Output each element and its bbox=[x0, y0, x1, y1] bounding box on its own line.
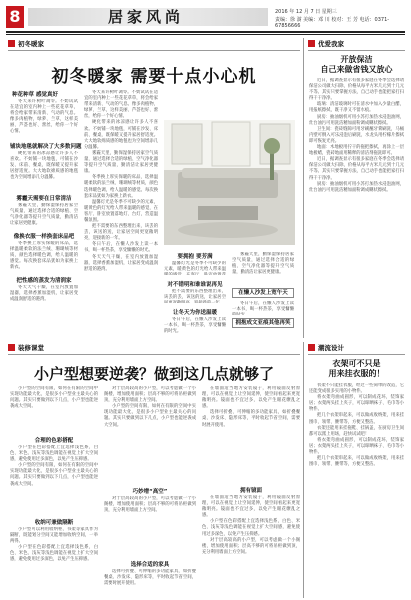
living-room-illustration bbox=[164, 110, 295, 245]
winter-headline: 初冬暖家 需要十点小心机 bbox=[51, 67, 257, 87]
article-text: 冬天来许树叶凋零。不妨试试在适宜的室内种上一些花花草草，将会给家带来清新、气动的气息。像多肉植物，绿萝、兰草，这样美丽、芦荟也好、蕾丝，给你一个好心情。 硬化带来的冰凉感让许多人不喜欢。不妨铺一块地毯，可铺在沙发、床前、餐桌，既保暖又提升家居舒适度。大大地软绵质感的地毯也为空间增添几分温馨。 雾霾天里，勤保湿保持居家空气质量，通过选择合适的绿植、空气净化器等提升空气质量，勤清洁让家居更健康。 冬季换上厚实保暖的床品，选择温暖柔软的法兰绒、珊瑚绒等材质，颜色选择暖色调，给人温暖的感觉。每次换套床品犹如为家换上新衣。 温馨灯光是冬季不可缺少的元素，暖黄色的灯光给人带来温暖的感觉，在客厅、卧室放置落地灯、台灯，营造温馨氛围。 把不需要的东西整理出来，该丢的丢，该送的送，让家居空间更宽敞明亮，迎接新的一年。 冬日午后，在懒人沙发上读一本书，喝一杯热茶，享受慵懒的时光。 冬天天气干燥，在室内放置加湿器，选择香薰加湿机，让家居变成温润舒适的港湾。 bbox=[84, 90, 158, 272]
grace-headline-line1: 开放保洁 bbox=[340, 54, 373, 64]
editor-credits: 责编：徐 澍 美编：邓 川 校对：王 芳 电话：0371-67856666 bbox=[275, 17, 390, 29]
subhead: 收纳可兼做隔断 bbox=[34, 520, 74, 526]
article-text: 冬日午后，在懒人沙发上读一本书，喝一杯热茶，享受慵懒的时光。 bbox=[164, 317, 226, 335]
article-text: 在墙面适当地方安装镜子，利用镜面反射原理，可以在视觉上让空间延伸，使空间看起来更宽敞明亮。镜面也不宜过多，以免产生眼花缭乱之感。 选择可折叠、可伸缩的多功能家具，如折叠餐桌、沙发床、隐形床等，平时收起节省空间，需要时展开使用。 bbox=[202, 386, 300, 428]
article-text: 雾霾天里，勤保湿保持居家空气质量，通过选择合适的绿植、空气净化器等提升空气质量，勤清洁让家居更健康。 bbox=[10, 203, 78, 227]
article-text: 小户型在色彩搭配上宜选择浅色系，白色、米色、浅灰等浅色调能在视觉上扩大空间感，避免使用过多深色，以免产生压抑感。 小户型的空间有限，如何在有限的空间中实现功能最大化，是很多小户型业主最关心的问题。其实只要做到以下几点，小户型也能逆袭成大空间。 bbox=[10, 445, 98, 487]
subhead: 拥抱成文亚痕其他再笑 bbox=[235, 320, 291, 326]
subhead: 合理的色彩搭配 bbox=[34, 438, 74, 444]
subhead: 选择合适的家具 bbox=[130, 562, 170, 568]
issue-date: 2016 年 12 月 7 日 星期三 bbox=[275, 9, 337, 15]
section-marker-icon bbox=[8, 40, 15, 47]
subhead: 要拥抱 要芳满 bbox=[177, 254, 213, 260]
article-text: 雾霾天里，勤保湿保持居家空气质量，通过选择合适的绿植、空气净化器等提升空气质量，勤清洁让家居更健康。 bbox=[232, 252, 294, 276]
grace-headline-line2: 自己来做省钱又放心 bbox=[320, 64, 393, 74]
article-text: 近日，据调查显示有很多家庭在冬季会选择请保洁公司做大扫除，价格从每平方米几元到十几元不等。其实只要掌握方法，自己动手也能把家打扫得干干净净。 玻璃：清洁玻璃时可在清水中加入少量白醋，用报纸擦拭，既干净又不留水痕。 厨房：抽油烟机可用小苏打加热水浸泡油网，灶台油污可用洗洁精加面粉调成糊状擦拭。 卫生间：瓷砖缝隙可用牙刷蘸牙膏刷洗，马桶内壁可倒入可乐浸泡后刷洗，水龙头用柠檬片擦拭即可恢复光亮。 地面：木地板用拧干的拖把擦拭，再涂上一层地板蜡，瓷砖地面用稀释的清洁剂拖洗即可。 近日，据调查显示有很多家庭在冬季会选择请保洁公司做大扫除，价格从每平方米几元到十几元不等。其实只要掌握方法，自己动手也能把家打扫得干干净净。 厨房：抽油烟机可用小苏打加热水浸泡油网，灶台油污可用洗洁精加面粉调成糊状擦拭。 bbox=[309, 78, 404, 193]
living-room-photo bbox=[164, 110, 295, 245]
subhead: 对不错明和谁谁说再见 bbox=[167, 282, 223, 288]
small-home-section-rule bbox=[8, 354, 300, 355]
trend-headline-line2: 用来挂衣服的！ bbox=[328, 368, 385, 378]
article-text: 对于层高较高的小户型，可以考虑做一个小阁楼，增加使用面积；层高不够的可将吊柜做到顶，充分利用墙面上方空间。 bbox=[104, 496, 196, 514]
article-text: 选择可折叠、可伸缩的多功能家具，如折叠餐桌、沙发床、隐形床等，平时收起节省空间，需要时展开使用。 bbox=[104, 569, 196, 587]
article-text: 硬化带来的冰凉感让许多人不喜欢。不妨铺一块地毯，可铺在沙发、床前、餐桌，既保暖又提升家居舒适度。大大地软绵质感的地毯也为空间增添几分温馨。 bbox=[10, 151, 78, 181]
winter-section-rule bbox=[8, 50, 300, 51]
section-marker-icon bbox=[308, 344, 315, 351]
page-number: 8 bbox=[6, 6, 24, 28]
winter-section-label: 初冬暖家 bbox=[8, 39, 44, 48]
article-text: 在墙面适当地方安装镜子，利用镜面反射原理，可以在视觉上让空间延伸，使空间看起来更宽敞明亮。镜面也不宜过多，以免产生眼花缭乱之感。 小户型在色彩搭配上宜选择浅色系，白色、米色、浅灰等浅色调能在视觉上扩大空间感，避免使用过多深色，以免产生压抑感。 对于层高较高的小户型，可以考虑做一个小阁楼，增加使用面积；层高不够的可将吊柜做到顶，充分利用墙面上方空间。 bbox=[202, 495, 300, 555]
subhead-box bbox=[232, 288, 294, 298]
small-home-section-label: 装修课堂 bbox=[8, 343, 44, 352]
masthead-rule bbox=[6, 31, 405, 33]
subhead: 在懒人沙发上宽午天 bbox=[238, 290, 288, 296]
subhead: 像换衣服一样换套床品吧 bbox=[13, 234, 75, 240]
trend-section-rule bbox=[308, 354, 405, 355]
article-text: 冬天来许树叶凋零。不妨试试在适宜的室内种上一些花花草草，将会给家带来清新、气动的气息。像多肉植物，绿萝、兰草，这样美丽、芦荟也好、蕾丝，给你一个好心情。 bbox=[10, 99, 78, 135]
section-title: 居家风尚 bbox=[107, 8, 184, 26]
trend-section-label: 潮流设计 bbox=[308, 343, 344, 352]
column-divider bbox=[303, 38, 304, 338]
masthead-rule-thin bbox=[6, 34, 405, 35]
small-home-headline: 小户型想要逆袭？做到这几点就够了 bbox=[33, 365, 274, 383]
article-text: 冬天天气干燥，在室内放置加湿器，选择香薰加湿机，让家居变成温润舒适的港湾。 bbox=[10, 285, 78, 303]
article-text: 把不需要的东西整理出来，该丢的丢，该送的送，让家居空 bbox=[164, 289, 226, 301]
article-text: 小户型的空间有限，如何在有限的空间中实现功能最大化，是很多小户型业主最关心的问题。其实只要做到以下几点，小户型也能逆袭成大空间。 bbox=[10, 386, 98, 410]
article-text: 冬日午后，在懒人沙发上读一本书，喝一杯热茶，享受慵懒 bbox=[232, 301, 294, 313]
section-marker-icon bbox=[8, 344, 15, 351]
grace-section-rule bbox=[308, 50, 405, 51]
article-text: 对于层高较高的小户型，可以考虑做一个小阁楼，增加使用面积；层高不够的可将吊柜做到顶，充分利用墙面上方空间。 小户型的空间有限，如何在有限的空间中实现功能最大化，是很多小户型业主最关心的问题。其实只要做到以下几点，小户型也能逆袭成大空间。 bbox=[104, 386, 196, 428]
article-text: 温馨灯光是冬季不可缺少的元素，暖黄色的灯光给人带来温 bbox=[164, 261, 226, 273]
section-marker-icon bbox=[308, 40, 315, 47]
subhead: 种花种草 感觉真好 bbox=[12, 92, 58, 98]
subhead: 铺块地毯就解决了大多数问题 bbox=[10, 144, 82, 150]
article-text: 小户型可以利用收纳柜、书架等家具作为隔断，既能划分空间又能增加收纳空间，一举两得。 小户型在色彩搭配上宜选择浅色系，白色、米色、浅灰等浅色调能在视觉上扩大空间感，避免使用过多深色，以免产生压抑感。 bbox=[10, 527, 98, 563]
article-text: 衣架不只能挂衣服，经过一些简单的改造，它还能变成很多实用的小物件。 将衣架弯曲成圆形，可以制成花环，装饰家居；衣架两头挂上夹子，可以晾晒袜子、毛巾等小物件。 把几个衣架串起来，可以做成收纳架，用来挂围巾、领带、腰带等，方便又整洁。 衣架还能用来挂拖鞋、挂锅盖，在厨房卫生间都可以派上用场，赶快试试吧！ 将衣架弯曲成圆形，可以制成花环，装饰家居；衣架两头挂上夹子，可以晾晒袜子、毛巾等小物件。 把几个衣架串起来，可以做成收纳架，用来挂围巾、领带、腰带等，方便又整洁。 bbox=[309, 383, 404, 468]
subhead-box bbox=[232, 318, 294, 328]
subhead: 让冬天为你送温暖 bbox=[172, 310, 217, 316]
article-text: 冬季换上厚实保暖的床品，选择温暖柔软的法兰绒、珊瑚绒等材质，颜色选择暖色调，给人温暖的感觉。每次换套床品犹如为家换上新衣。 bbox=[10, 241, 78, 271]
column-divider bbox=[303, 342, 304, 598]
subhead: 拥有镜面 bbox=[239, 488, 262, 494]
subhead: 巧妙增“高空” bbox=[132, 489, 168, 495]
subhead: 把性感的蒸发为清润家 bbox=[16, 278, 72, 284]
subhead: 雾霾天需要在日常清洁 bbox=[16, 196, 72, 202]
grace-section-label: 优爱我家 bbox=[308, 39, 344, 48]
trend-headline-line1: 衣架可不只是 bbox=[332, 358, 381, 368]
